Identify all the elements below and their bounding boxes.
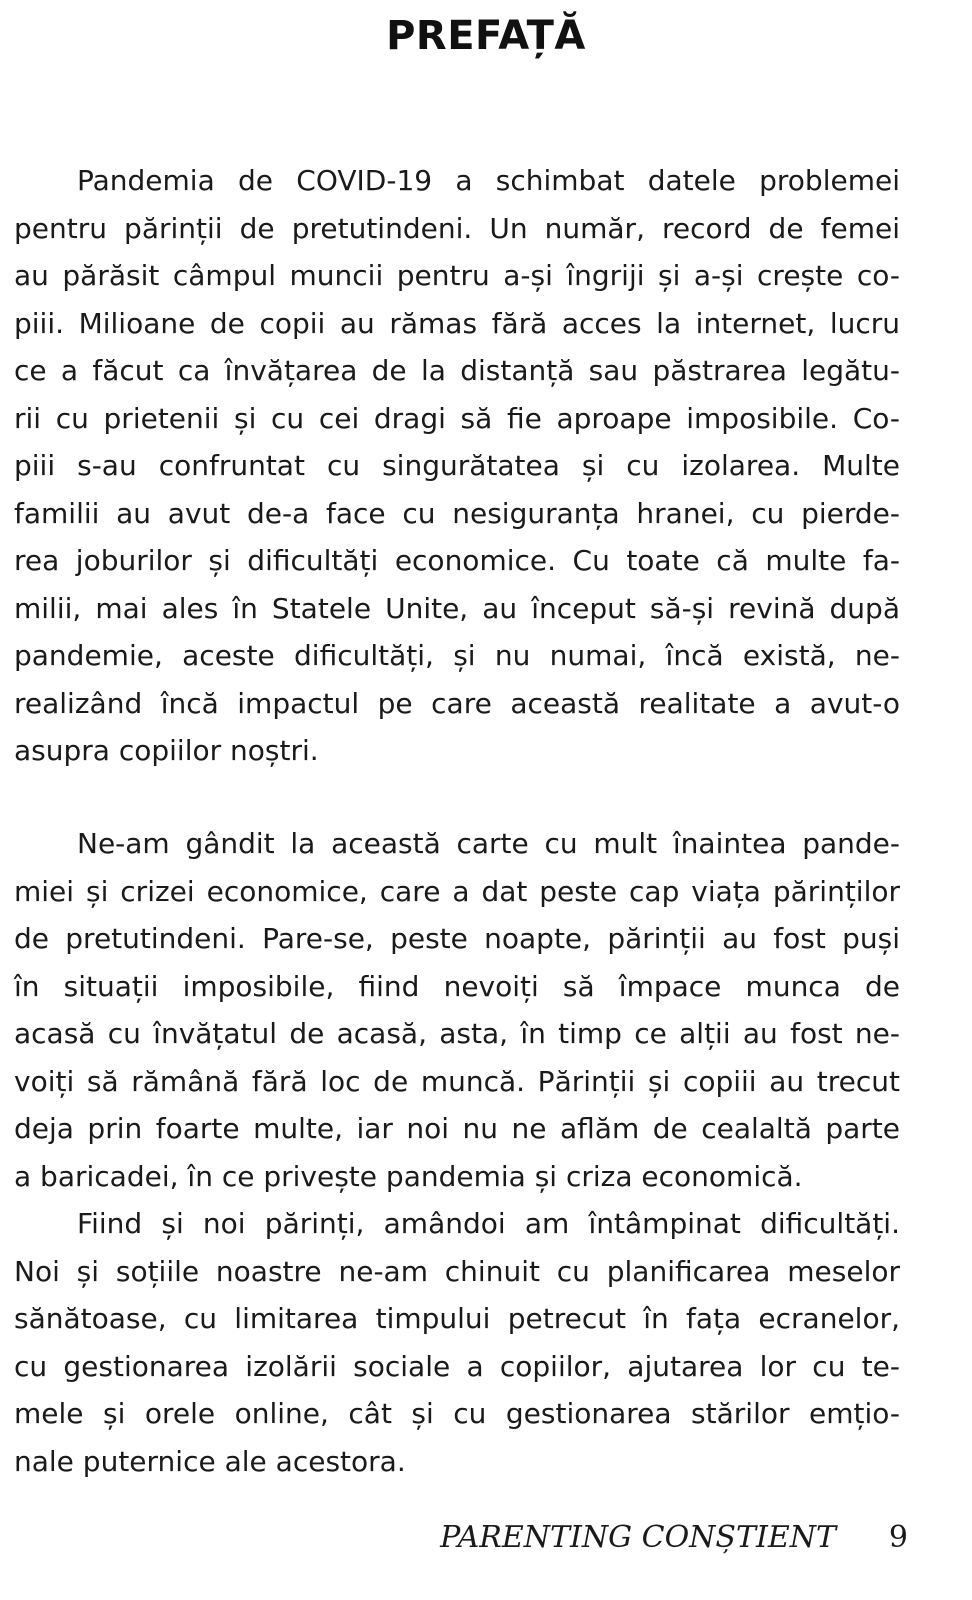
paragraph-2 [14, 820, 900, 1200]
text-line: ce a făcut ca învățarea de la distanță sau păstrarea legătu- [14, 354, 900, 387]
text-line: milii, mai ales în Statele Unite, au început să-și revină după [14, 591, 900, 625]
text-line: de pretutindeni. Pare-se, peste noapte, părinții au fost puși [14, 922, 900, 955]
text-line: piii. Milioane de copii au rămas fără acces la internet, lucru [14, 306, 900, 340]
text-line: familii au avut de-a face cu nesiguranța hranei, cu pierde- [14, 496, 900, 530]
text-line: realizând încă impactul pe care această realitate a avut-o [14, 686, 900, 720]
text-line: miei și crizei economice, care a dat peste cap viața părinților [14, 874, 900, 908]
text-line: Fiind și noi părinți, amândoi am întâmpinat dificultăți. [77, 1207, 900, 1240]
text-line: nale puternice ale acestora. [14, 1444, 406, 1478]
page-title: PREFAȚĂ [386, 13, 586, 59]
page-number: 9 [888, 1520, 908, 1555]
text-line: sănătoase, cu limitarea timpului petrecut în fața ecranelor, [14, 1302, 900, 1335]
paragraph-3 [14, 1200, 900, 1485]
book-title: PARENTING CONȘTIENT [440, 1520, 836, 1555]
text-line: au părăsit câmpul muncii pentru a-și îngriji și a-și crește co- [14, 259, 900, 292]
text-line: rea joburilor și dificultăți economice. Cu toate că multe fa- [14, 544, 900, 577]
text-line: rii cu prietenii și cu cei dragi să fie aproape imposibile. Co- [14, 401, 900, 435]
text-line: Ne-am gândit la această carte cu mult înaintea pande- [77, 827, 900, 860]
text-line: a baricadei, în ce privește pandemia și criza economică. [14, 1159, 803, 1193]
text-line: voiți să rămână fără loc de muncă. Părinții și copiii au trecut [14, 1064, 900, 1098]
text-line: piii s-au confruntat cu singurătatea și cu izolarea. Multe [14, 449, 900, 482]
running-footer [440, 1518, 908, 1558]
text-line: Noi și soțiile noastre ne-am chinuit cu planificarea meselor [14, 1254, 900, 1288]
text-line: pandemie, aceste dificultăți, și nu numai, încă există, ne- [14, 639, 900, 672]
paragraph-1 [14, 157, 900, 775]
text-line: acasă cu învățatul de acasă, asta, în timp ce alții au fost ne- [14, 1017, 900, 1050]
text-line: în situații imposibile, fiind nevoiți să împace munca de [14, 969, 900, 1003]
text-line: asupra copiilor noștri. [14, 734, 319, 767]
text-line: Pandemia de COVID-19 a schimbat datele problemei [77, 164, 900, 197]
text-line: mele și orele online, cât și cu gestionarea stărilor emțio- [14, 1397, 900, 1430]
text-line: cu gestionarea izolării sociale a copiilor, ajutarea lor cu te- [14, 1349, 900, 1383]
text-line: pentru părinții de pretutindeni. Un număr, record de femei [14, 211, 900, 245]
text-line: deja prin foarte multe, iar noi nu ne aflăm de cealaltă parte [14, 1112, 900, 1145]
